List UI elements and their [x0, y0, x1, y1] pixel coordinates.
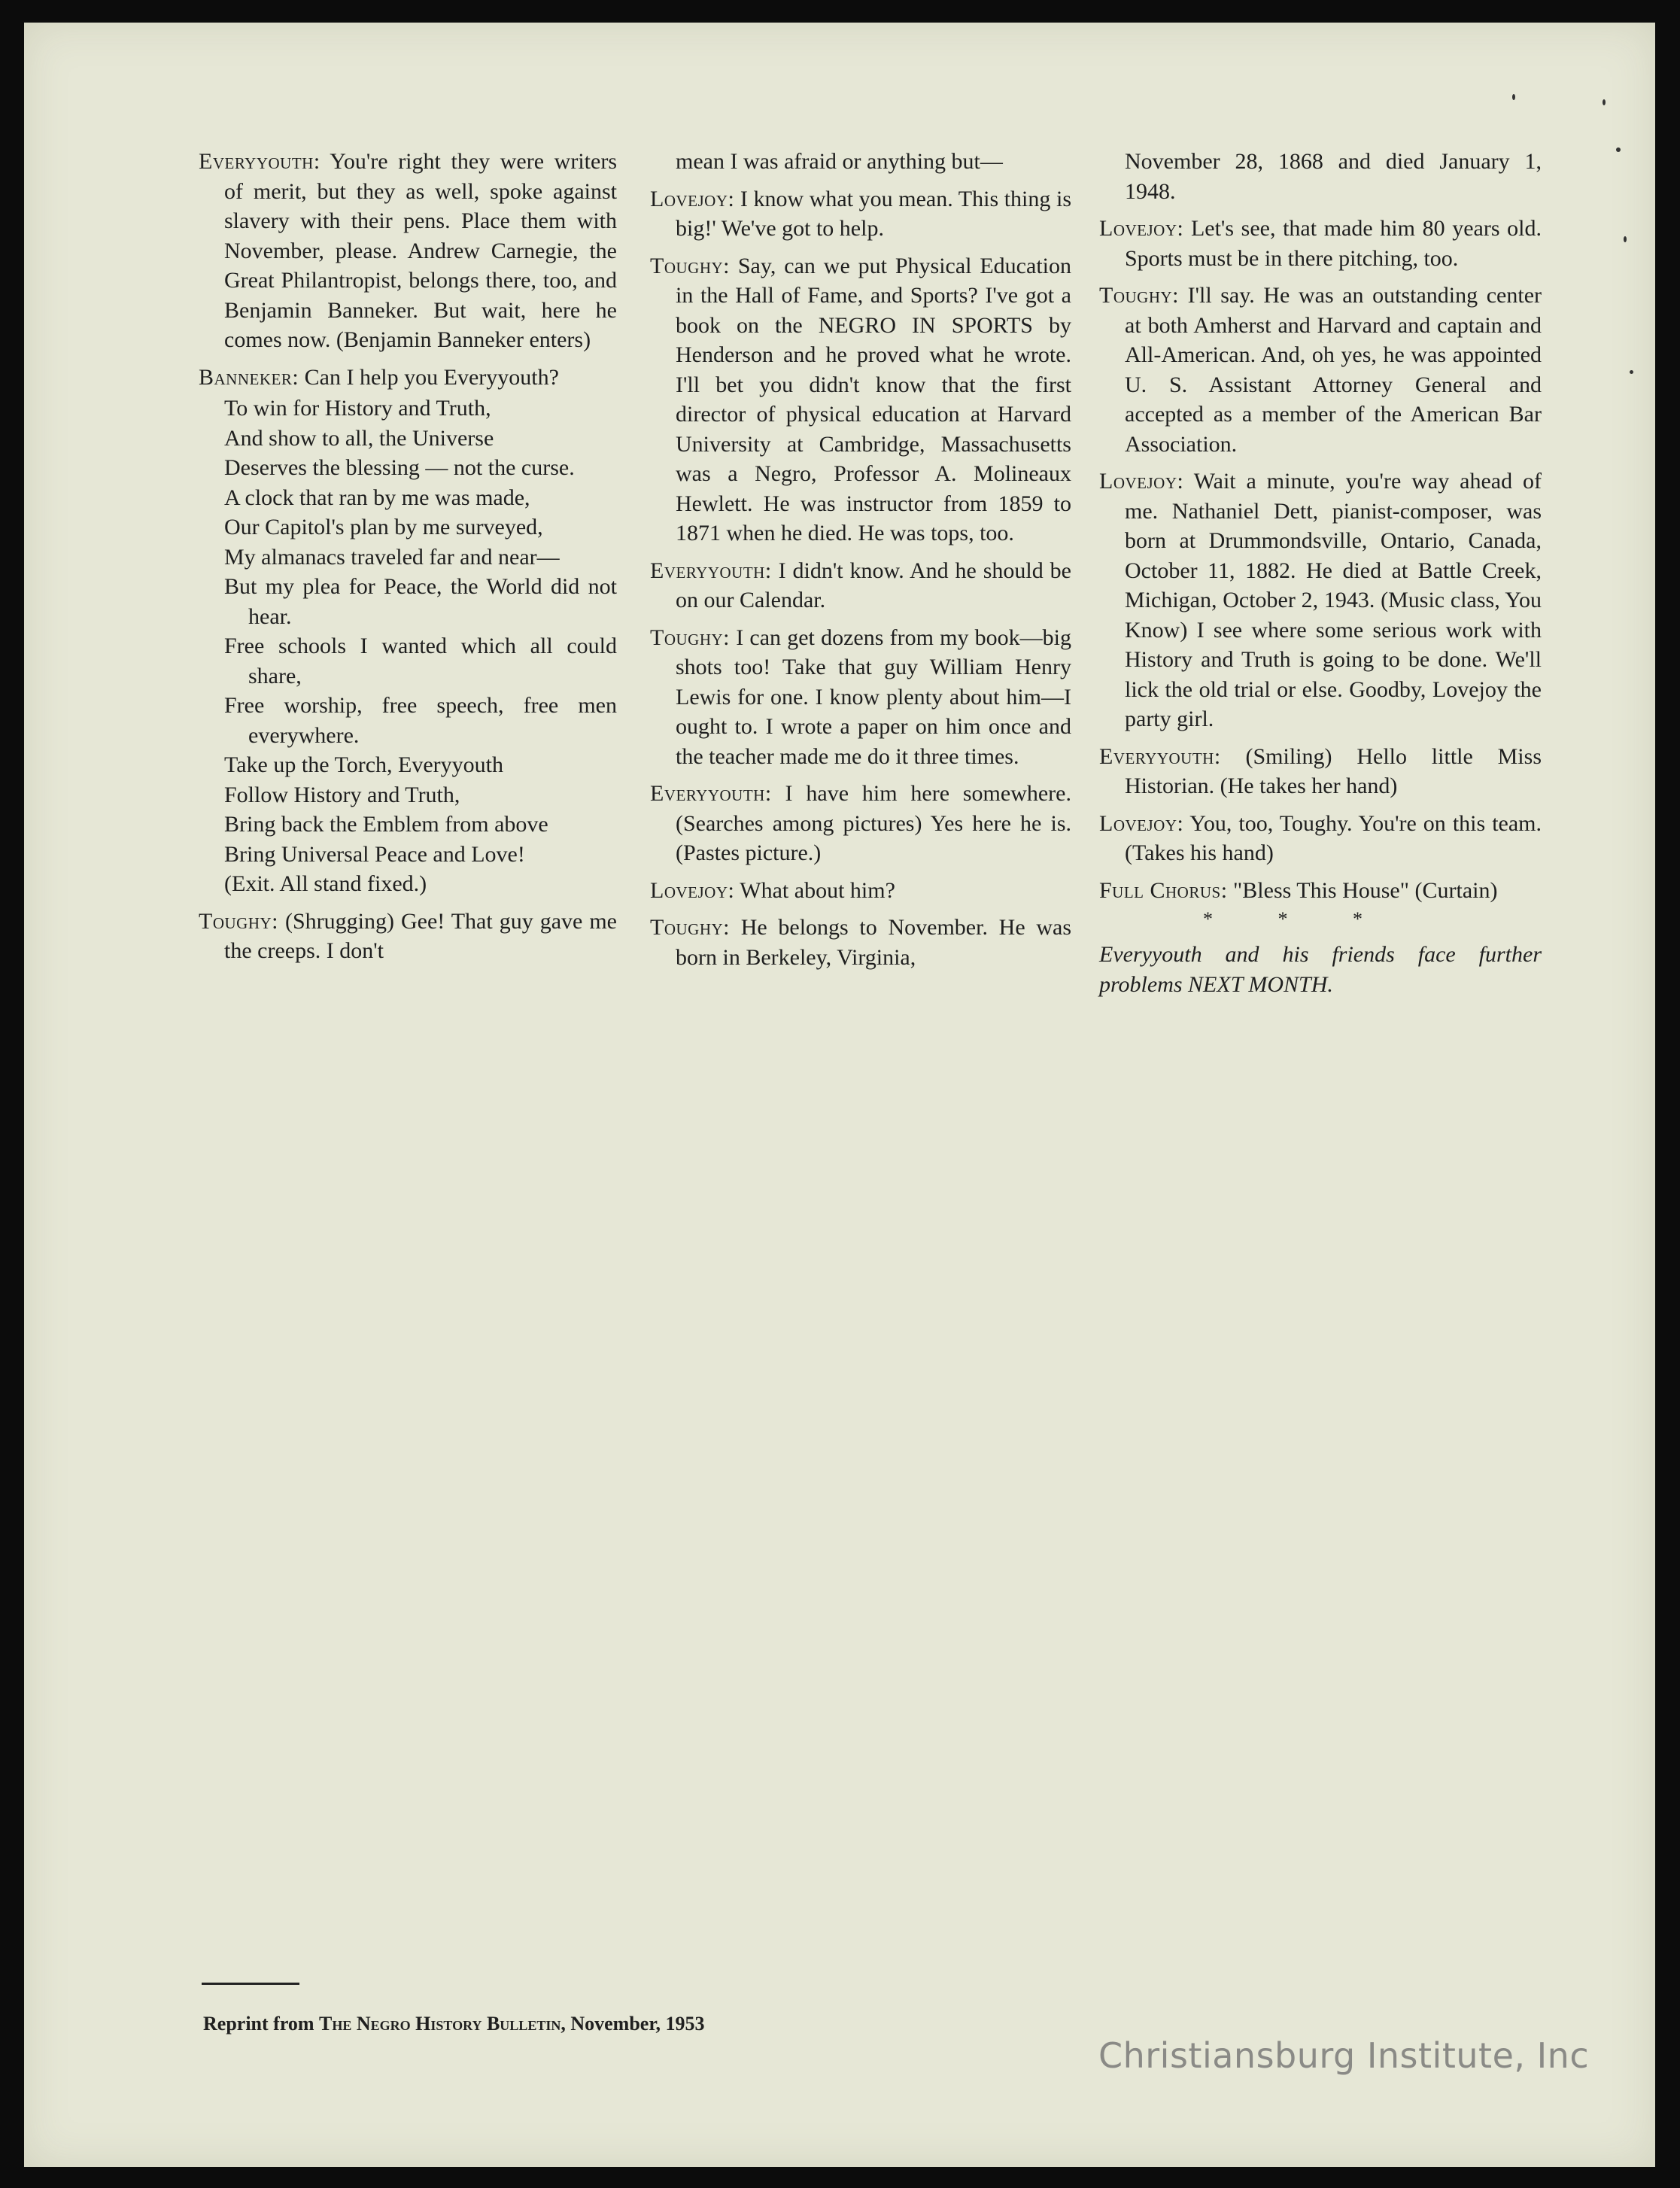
- speaker-name: Lovejoy:: [1099, 469, 1184, 494]
- paper-speck: [1630, 370, 1633, 374]
- dialogue-text: Say, can we put Physical Education in the Hall of Fame, and Sports? I've got a book on the NEGRO IN SPORTS by Henderson and he proved what he wrote. I'll bet you didn't know that the first director of physical education at Harvard University at Cambridge, Massachusetts was a Negro, Professor A. Molineaux Hewlett. He was instructor from 1859 to 1871 when he died. He was tops, too.: [676, 253, 1071, 545]
- speaker-name: Everyyouth:: [199, 149, 321, 174]
- footnote-rule: [202, 1983, 299, 1985]
- dialogue-paragraph: [650, 876, 1071, 906]
- dialogue-text: I know what you mean. This thing is big!' We've got to help.: [676, 186, 1071, 241]
- speaker-name: Toughy:: [1099, 283, 1179, 308]
- continued-text: mean I was afraid or anything but—: [676, 149, 1003, 174]
- verse-line: Deserves the blessing — not the curse.: [224, 455, 575, 480]
- dialogue-text: (Shrugging) Gee! That guy gave me the creeps. I don't: [224, 908, 617, 963]
- dialogue-paragraph: [1099, 876, 1542, 906]
- dialogue-text: "Bless This House" (Curtain): [1227, 877, 1498, 903]
- verse-line: Our Capitol's plan by me surveyed,: [224, 515, 543, 539]
- dialogue-text: What about him?: [734, 877, 895, 903]
- speaker-name: Toughy:: [650, 253, 730, 278]
- dialogue-paragraph: [199, 363, 617, 393]
- dialogue-text: I have him here somewhere. (Searches among pictures) Yes here he is. (Pastes picture.): [676, 781, 1071, 865]
- dialogue-paragraph: [1099, 466, 1542, 734]
- verse-line: To win for History and Truth,: [224, 396, 491, 421]
- speaker-name: Everyyouth:: [650, 558, 772, 583]
- dialogue-text: You're right they were writers of merit, but they as well, spoke against slavery with their pens. Place them with November, please. Andrew Carnegie, the Great Philantropist, belongs there, too, and Benjamin Banneker. But wait, here he comes now. (Benjamin Banneker enters): [224, 149, 617, 352]
- dialogue-text: I'll say. He was an outstanding center at both Amherst and Harvard and captain and All-American. And, oh yes, he was appointed U. S. Assistant Attorney General and accepted as a member of the American Bar Association.: [1125, 283, 1542, 457]
- text-column-3: [1099, 147, 1542, 999]
- reprint-date: , November, 1953: [561, 2013, 705, 2035]
- verse-line: Take up the Torch, Everyyouth: [224, 752, 503, 777]
- dialogue-paragraph: [199, 147, 617, 355]
- verse-line: Bring Universal Peace and Love!: [224, 841, 525, 867]
- continued-text: November 28, 1868 and died January 1, 1948.: [1125, 149, 1542, 204]
- reprint-prefix: Reprint from: [203, 2013, 320, 2035]
- dialogue-text: I can get dozens from my book—big shots too! Take that guy William Henry Lewis for one. I know plenty about him—I ought to. I wrote a paper on him once and the teacher made me do it three times.: [676, 624, 1071, 769]
- text-column-2: [650, 147, 1071, 980]
- verse-line: Bring back the Emblem from above: [224, 812, 548, 837]
- speaker-name: Everyyouth:: [650, 781, 772, 806]
- document-page: [24, 23, 1655, 2167]
- dialogue-paragraph: [1099, 809, 1542, 868]
- text-column-1: [199, 147, 617, 974]
- speaker-name: Full Chorus:: [1099, 877, 1228, 903]
- speaker-name: Toughy:: [650, 915, 730, 940]
- paper-speck: [1616, 147, 1621, 152]
- watermark-text: Christiansburg Institute, Inc: [1098, 2035, 1590, 2076]
- dialogue-text: I didn't know. And he should be on our Calendar.: [676, 558, 1071, 612]
- speaker-name: Lovejoy:: [650, 877, 735, 903]
- verse-line: And show to all, the Universe: [224, 425, 494, 451]
- dialogue-paragraph: [199, 907, 617, 966]
- paper-speck: [1603, 99, 1606, 105]
- dialogue-paragraph: [650, 913, 1071, 972]
- reprint-source: The Negro History Bulletin: [319, 2013, 561, 2035]
- dialogue-text: (Smiling) Hello little Miss Historian. (He takes her hand): [1125, 743, 1542, 798]
- closing-note: Everyyouth and his friends face further problems NEXT MONTH.: [1099, 942, 1542, 997]
- dialogue-paragraph: [650, 779, 1071, 868]
- speaker-name: Banneker:: [199, 364, 299, 390]
- verse-line: Free worship, free speech, free men everywhere.: [224, 693, 617, 748]
- dialogue-paragraph: [650, 623, 1071, 772]
- dialogue-text: Can I help you Everyyouth?: [299, 364, 559, 390]
- reprint-credit: [203, 2013, 704, 2035]
- verse-line: (Exit. All stand fixed.): [224, 871, 427, 896]
- speaker-name: Toughy:: [199, 908, 278, 934]
- verse-line: Follow History and Truth,: [224, 782, 460, 807]
- dialogue-paragraph: [1099, 281, 1542, 459]
- dialogue-paragraph: [650, 184, 1071, 244]
- speaker-name: Toughy:: [650, 624, 730, 650]
- verse-line: My almanacs traveled far and near—: [224, 544, 560, 570]
- dialogue-paragraph: [650, 251, 1071, 549]
- speaker-name: Everyyouth:: [1099, 743, 1221, 769]
- section-separator-stars: * * *: [1203, 908, 1393, 930]
- dialogue-text: Let's see, that made him 80 years old. Sports must be in there pitching, too.: [1125, 216, 1542, 271]
- verse-line: But my plea for Peace, the World did not hear.: [224, 574, 617, 629]
- banneker-verse: [199, 394, 617, 899]
- dialogue-text: You, too, Toughy. You're on this team. (Takes his hand): [1125, 810, 1542, 865]
- verse-line: Free schools I wanted which all could share,: [224, 634, 617, 688]
- speaker-name: Lovejoy:: [1099, 810, 1184, 836]
- dialogue-paragraph: [1099, 214, 1542, 273]
- speaker-name: Lovejoy:: [650, 186, 735, 211]
- verse-line: A clock that ran by me was made,: [224, 485, 530, 510]
- dialogue-paragraph: [650, 556, 1071, 615]
- dialogue-text: He belongs to November. He was born in Berkeley, Virginia,: [676, 915, 1071, 970]
- dialogue-text: Wait a minute, you're way ahead of me. Nathaniel Dett, pianist-composer, was born at Drummondsville, Ontario, Canada, October 11, 1882. He died at Battle Creek, Michigan, October 2, 1943. (Music class, You Know) I see where some serious work with History and Truth is going to be done. We'll lick the old trial or else. Goodby, Lovejoy the party girl.: [1125, 469, 1542, 731]
- dialogue-paragraph: [1099, 742, 1542, 801]
- paper-speck: [1624, 236, 1627, 242]
- speaker-name: Lovejoy:: [1099, 216, 1184, 241]
- paper-speck: [1512, 94, 1515, 100]
